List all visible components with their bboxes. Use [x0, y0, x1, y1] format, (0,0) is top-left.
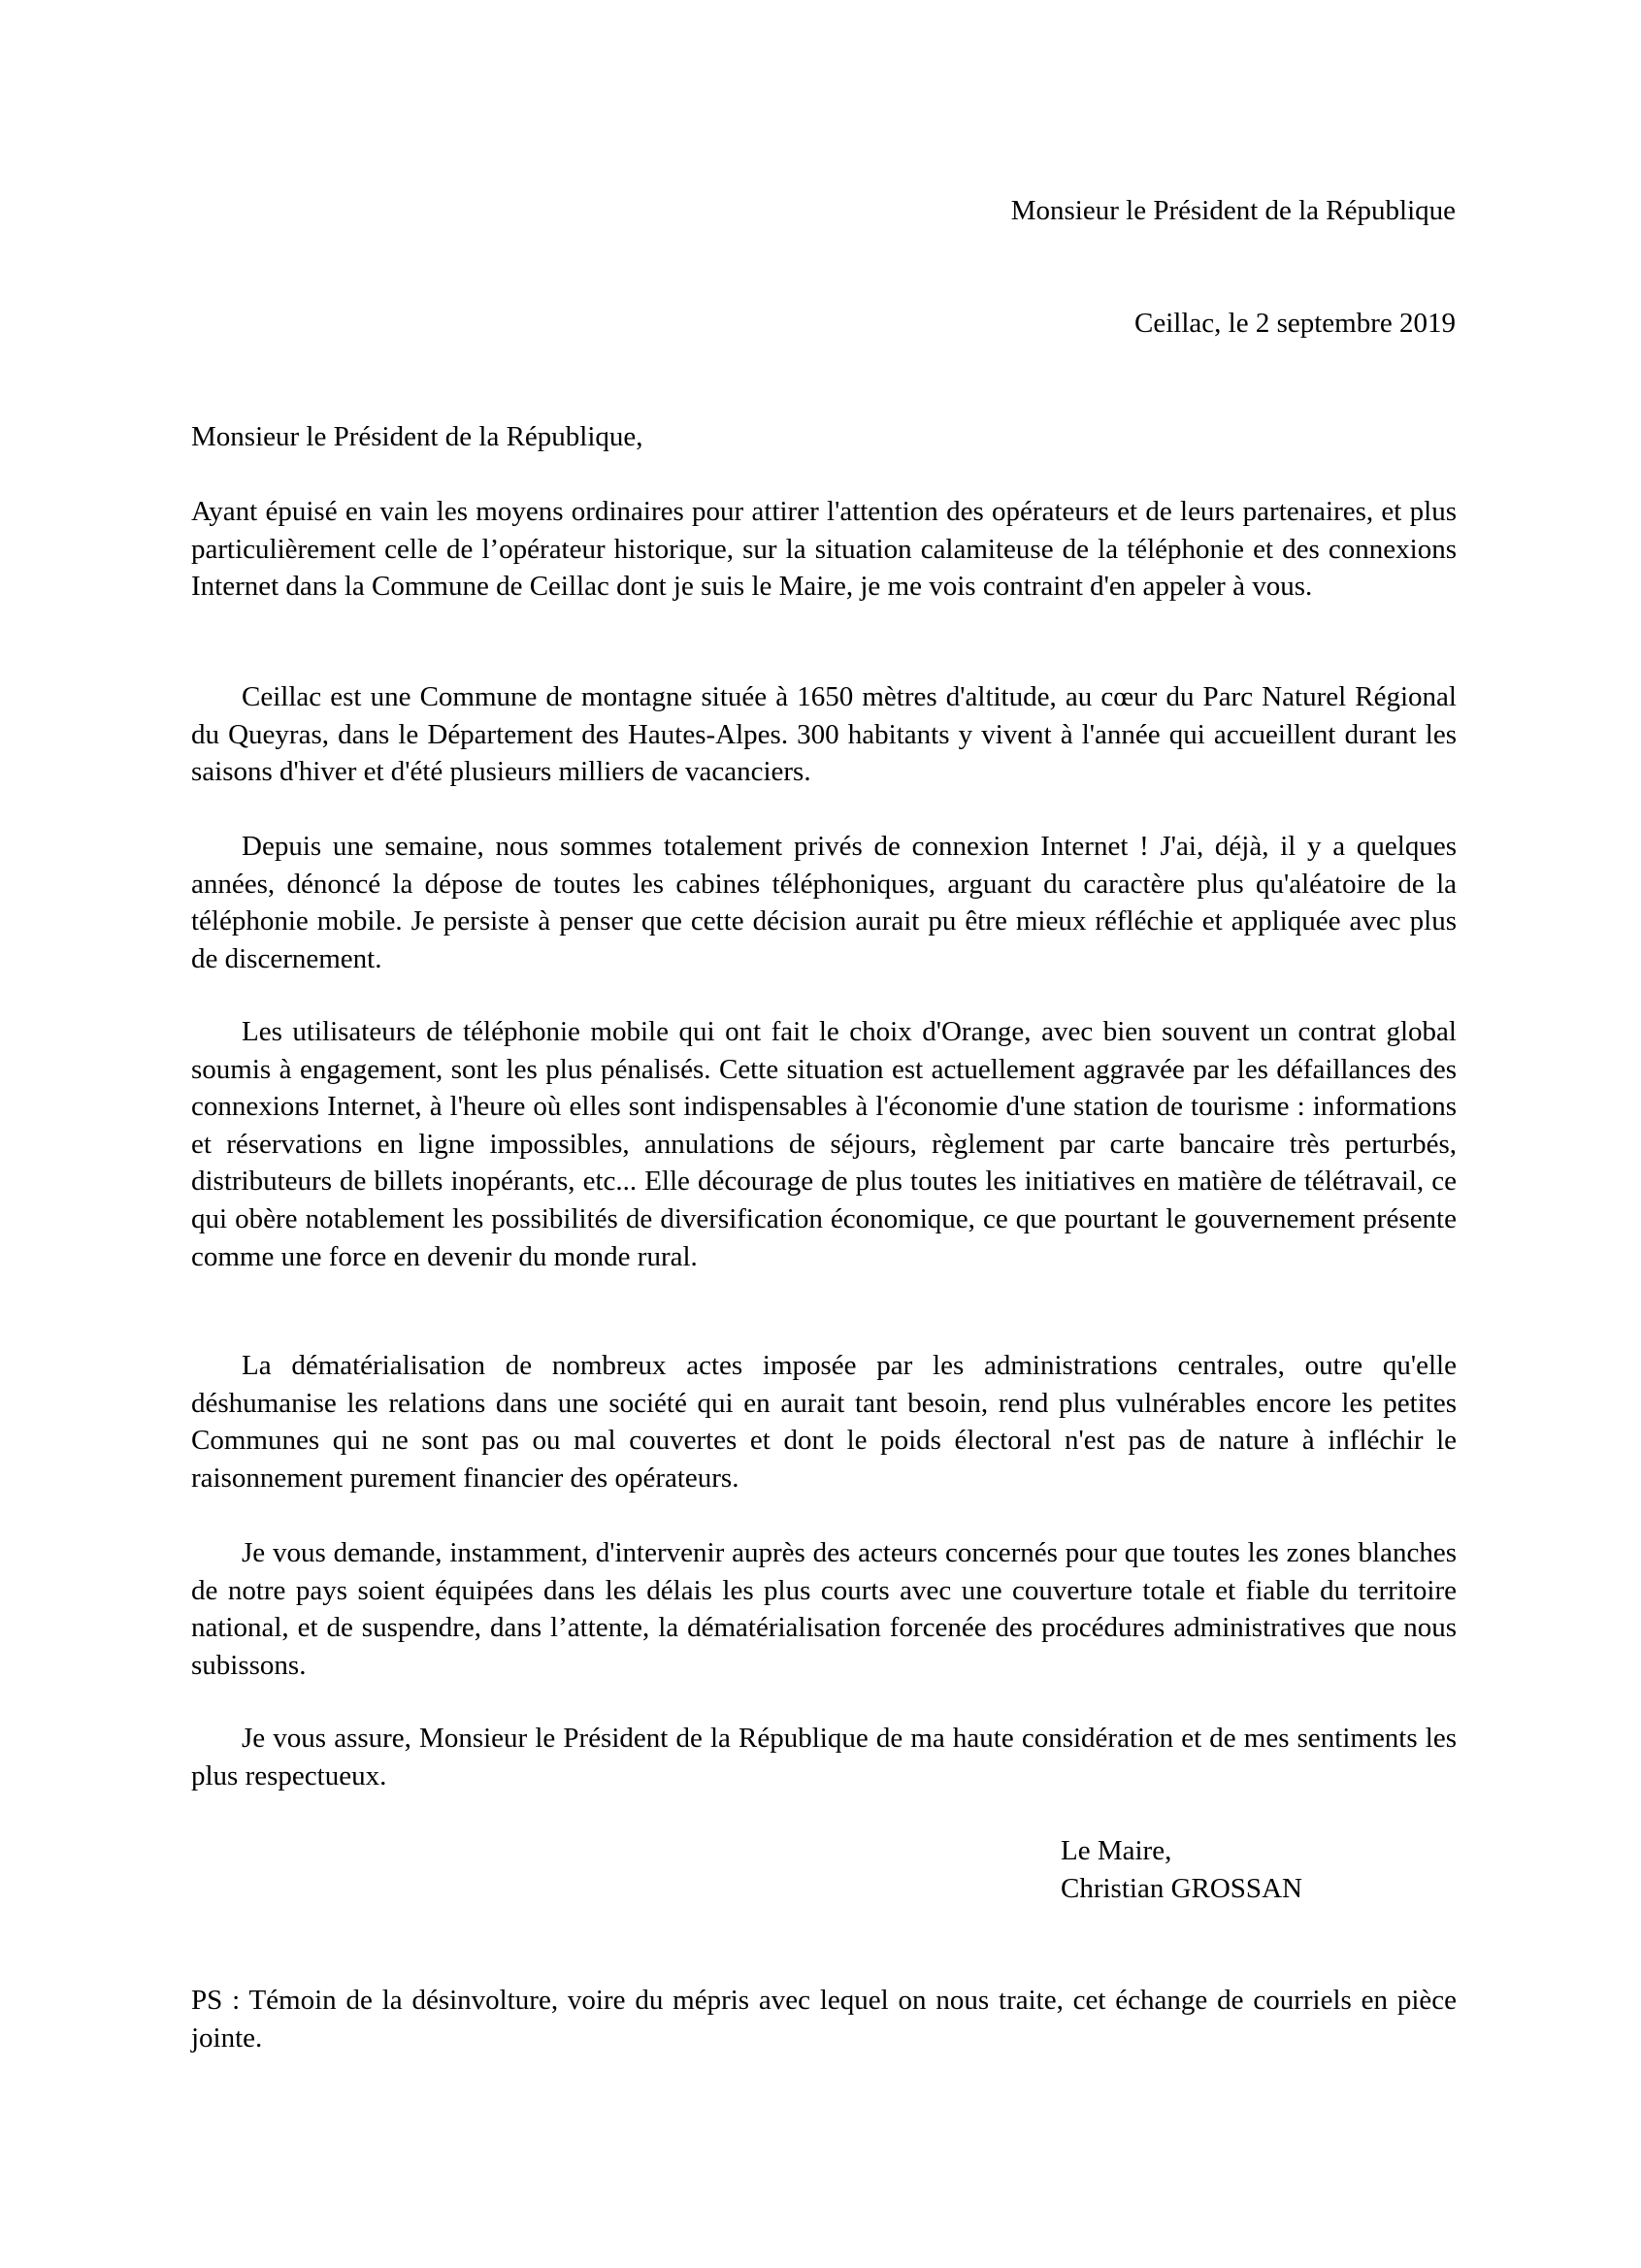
signature-name: Christian GROSSAN [1061, 1873, 1302, 1904]
postscript: PS : Témoin de la désinvolture, voire du mépris avec lequel on nous traite, cet échange de courriels en pièce jointe. [191, 1985, 1457, 2054]
paragraph-2: Ceillac est une Commune de montagne située à 1650 mètres d'altitude, au cœur du Parc Naturel Régional du Queyras, dans le Département des Hautes-Alpes. 300 habitants y vivent à l'année qui accueillent durant les saisons d'hiver et d'été plusieurs milliers de vacanciers. [191, 681, 1457, 788]
salutation: Monsieur le Président de la République, [191, 421, 643, 452]
paragraph-6: Je vous demande, instamment, d'intervenir auprès des acteurs concernés pour que toutes les zones blanches de notre pays soient équipées dans les délais les plus courts avec une couverture totale et fiable du territoire national, et de suspendre, dans l’attente, la dématérialisation forcenée des procédures administratives que nous subissons. [191, 1537, 1457, 1681]
paragraph-3: Depuis une semaine, nous sommes totalement privés de connexion Internet ! J'ai, déjà, il y a quelques années, dénoncé la dépose de toutes les cabines téléphoniques, arguant du caractère plus qu'aléatoire de la téléphonie mobile. Je persiste à penser que cette décision aurait pu être mieux réfléchie et appliquée avec plus de discernement. [191, 831, 1457, 974]
place-date-line: Ceillac, le 2 septembre 2019 [1134, 308, 1456, 339]
signature-title: Le Maire, [1061, 1835, 1172, 1866]
paragraph-5: La dématérialisation de nombreux actes imposée par les administrations centrales, outre qu'elle déshumanise les relations dans une société qui en aurait tant besoin, rend plus vulnérables encore les petites Communes qui ne sont pas ou mal couvertes et dont le poids électoral n'est pas de nature à infléchir le raisonnement purement financier des opérateurs. [191, 1350, 1457, 1494]
paragraph-4: Les utilisateurs de téléphonie mobile qui ont fait le choix d'Orange, avec bien souvent un contrat global soumis à engagement, sont les plus pénalisés. Cette situation est actuellement aggravée par les défaillances des connexions Internet, à l'heure où elles sont indispensables à l'économie d'une station de tourisme : informations et réservations en ligne impossibles, annulations de séjours, règlement par carte bancaire très perturbés, distributeurs de billets inopérants, etc... Elle décourage de plus toutes les initiatives en matière de télétravail, ce qui obère notablement les possibilités de diversification économique, ce que pourtant le gouvernement présente comme une force en devenir du monde rural. [191, 1016, 1457, 1272]
paragraph-1: Ayant épuisé en vain les moyens ordinaires pour attirer l'attention des opérateurs et de leurs partenaires, et plus particulièrement celle de l’opérateur historique, sur la situation calamiteuse de la téléphonie et des connexions Internet dans la Commune de Ceillac dont je suis le Maire, je me vois contraint d'en appeler à vous. [191, 496, 1457, 603]
paragraph-7-closing: Je vous assure, Monsieur le Président de la République de ma haute considération et de mes sentiments les plus respectueux. [191, 1723, 1457, 1791]
recipient-line: Monsieur le Président de la République [1010, 195, 1456, 226]
signature-block [1061, 1832, 1302, 1908]
